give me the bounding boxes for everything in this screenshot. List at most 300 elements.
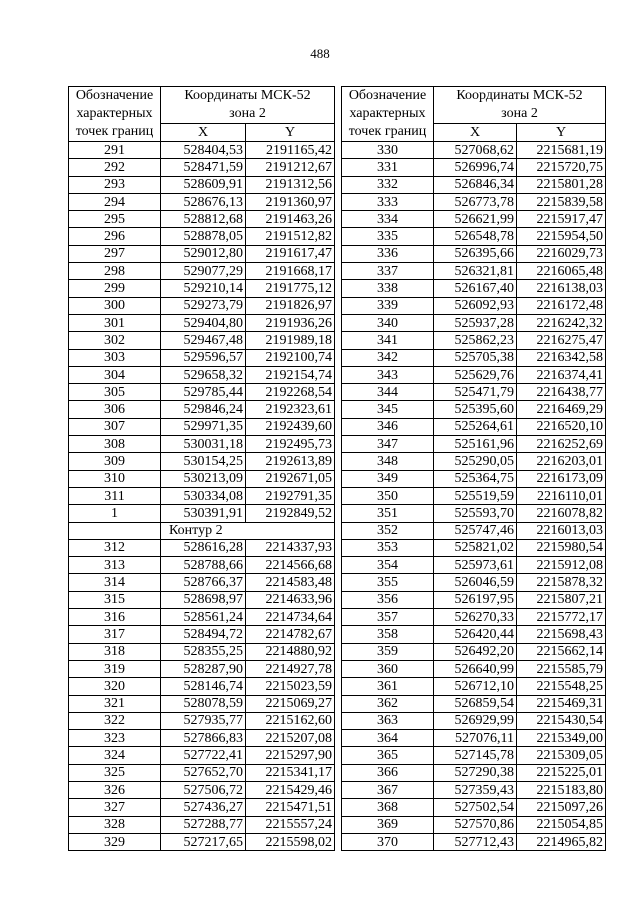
- y-coordinate-cell: 2192100,74: [246, 349, 335, 366]
- x-coordinate-cell: 529210,14: [161, 280, 246, 297]
- table-row: [342, 297, 606, 314]
- x-coordinate-cell: 526492,20: [434, 643, 517, 660]
- x-coordinate-cell: 526846,34: [434, 176, 517, 193]
- point-number-cell: 325: [69, 764, 161, 781]
- x-coordinate-cell: 527288,77: [161, 816, 246, 833]
- point-number-cell: 330: [342, 142, 434, 159]
- table-row: [342, 453, 606, 470]
- table-row: [342, 470, 606, 487]
- table-row: [69, 453, 335, 470]
- point-number-cell: 367: [342, 781, 434, 798]
- table-row: [69, 314, 335, 331]
- table-row: [342, 747, 606, 764]
- x-coordinate-cell: 529012,80: [161, 245, 246, 262]
- y-coordinate-cell: 2215183,80: [517, 781, 606, 798]
- table-row: [342, 366, 606, 383]
- y-coordinate-cell: 2216520,10: [517, 418, 606, 435]
- x-coordinate-cell: 526321,81: [434, 263, 517, 280]
- y-coordinate-cell: 2215097,26: [517, 799, 606, 816]
- y-coordinate-cell: 2192671,05: [246, 470, 335, 487]
- table-row: [69, 245, 335, 262]
- point-number-cell: 323: [69, 730, 161, 747]
- table-row: [342, 349, 606, 366]
- x-coordinate-cell: 525395,60: [434, 401, 517, 418]
- point-number-cell: 343: [342, 366, 434, 383]
- x-coordinate-cell: 525364,75: [434, 470, 517, 487]
- y-coordinate-cell: 2192791,35: [246, 487, 335, 504]
- y-coordinate-cell: 2192323,61: [246, 401, 335, 418]
- point-number-cell: 296: [69, 228, 161, 245]
- table-row: [342, 193, 606, 210]
- x-coordinate-cell: 529404,80: [161, 314, 246, 331]
- table-row: [69, 418, 335, 435]
- point-number-cell: 294: [69, 193, 161, 210]
- y-coordinate-cell: 2216469,29: [517, 401, 606, 418]
- table-row: [69, 609, 335, 626]
- y-coordinate-cell: 2215720,75: [517, 159, 606, 176]
- x-coordinate-cell: 526712,10: [434, 678, 517, 695]
- point-number-cell: 363: [342, 712, 434, 729]
- point-number-cell: 321: [69, 695, 161, 712]
- x-coordinate-cell: 527722,41: [161, 747, 246, 764]
- y-coordinate-cell: 2192849,52: [246, 505, 335, 522]
- y-coordinate-cell: 2191617,47: [246, 245, 335, 262]
- table-row: [69, 366, 335, 383]
- point-number-cell: 339: [342, 297, 434, 314]
- point-number-cell: 317: [69, 626, 161, 643]
- x-coordinate-cell: 528287,90: [161, 660, 246, 677]
- point-number-cell: 314: [69, 574, 161, 591]
- x-coordinate-cell: 528698,97: [161, 591, 246, 608]
- y-coordinate-cell: 2216029,73: [517, 245, 606, 262]
- y-coordinate-cell: 2191312,56: [246, 176, 335, 193]
- x-coordinate-cell: 527068,62: [434, 142, 517, 159]
- point-number-cell: 328: [69, 816, 161, 833]
- point-number-cell: 316: [69, 609, 161, 626]
- y-coordinate-cell: 2215698,43: [517, 626, 606, 643]
- y-coordinate-cell: 2215681,19: [517, 142, 606, 159]
- table-row: [69, 505, 335, 522]
- y-coordinate-cell: 2216065,48: [517, 263, 606, 280]
- table-row: [69, 487, 335, 504]
- table-row: [342, 712, 606, 729]
- table-row: [342, 487, 606, 504]
- y-coordinate-cell: 2214337,93: [246, 539, 335, 556]
- x-coordinate-cell: 526167,40: [434, 280, 517, 297]
- x-coordinate-cell: 527290,38: [434, 764, 517, 781]
- x-coordinate-cell: 526996,74: [434, 159, 517, 176]
- x-coordinate-cell: 525161,96: [434, 436, 517, 453]
- left-table-body-contour-1: [69, 142, 335, 523]
- x-coordinate-cell: 529596,57: [161, 349, 246, 366]
- x-coordinate-cell: 528676,13: [161, 193, 246, 210]
- point-number-cell: 362: [342, 695, 434, 712]
- point-number-cell: 353: [342, 539, 434, 556]
- point-number-cell: 306: [69, 401, 161, 418]
- y-coordinate-cell: 2192439,60: [246, 418, 335, 435]
- x-coordinate-cell: 528609,91: [161, 176, 246, 193]
- y-column-header: Y: [517, 124, 606, 142]
- table-row: [69, 781, 335, 798]
- y-coordinate-cell: 2215801,28: [517, 176, 606, 193]
- designation-header-line: характерных: [349, 106, 426, 121]
- x-coordinate-cell: 525937,28: [434, 314, 517, 331]
- y-coordinate-cell: 2215023,59: [246, 678, 335, 695]
- x-coordinate-cell: 526395,66: [434, 245, 517, 262]
- point-number-cell: 320: [69, 678, 161, 695]
- x-coordinate-cell: 528355,25: [161, 643, 246, 660]
- point-number-cell: 356: [342, 591, 434, 608]
- y-coordinate-cell: 2191212,67: [246, 159, 335, 176]
- x-coordinate-cell: 528766,37: [161, 574, 246, 591]
- table-row: [69, 332, 335, 349]
- x-coordinate-cell: 526640,99: [434, 660, 517, 677]
- x-coordinate-cell: 529077,29: [161, 263, 246, 280]
- table-row: [69, 712, 335, 729]
- x-coordinate-cell: 530031,18: [161, 436, 246, 453]
- table-row: [342, 384, 606, 401]
- y-coordinate-cell: 2215297,90: [246, 747, 335, 764]
- point-number-cell: 312: [69, 539, 161, 556]
- x-coordinate-cell: 528788,66: [161, 557, 246, 574]
- x-coordinate-cell: 528494,72: [161, 626, 246, 643]
- point-number-cell: 358: [342, 626, 434, 643]
- y-coordinate-cell: 2215912,08: [517, 557, 606, 574]
- x-coordinate-cell: 525264,61: [434, 418, 517, 435]
- y-coordinate-cell: 2192613,89: [246, 453, 335, 470]
- y-coordinate-cell: 2215772,17: [517, 609, 606, 626]
- contour-label: Контур 2: [161, 522, 335, 539]
- point-number-cell: 308: [69, 436, 161, 453]
- table-row: [69, 591, 335, 608]
- page-number: 488: [310, 46, 330, 61]
- x-coordinate-cell: 528404,53: [161, 142, 246, 159]
- table-row: [69, 176, 335, 193]
- designation-header: [342, 87, 434, 142]
- point-number-cell: 344: [342, 384, 434, 401]
- y-coordinate-cell: 2214583,48: [246, 574, 335, 591]
- table-row: [69, 263, 335, 280]
- x-coordinate-cell: 527570,86: [434, 816, 517, 833]
- table-row: [342, 816, 606, 833]
- x-coordinate-cell: 526621,99: [434, 211, 517, 228]
- x-coordinate-cell: 526773,78: [434, 193, 517, 210]
- designation-header-line: точек границ: [348, 124, 427, 139]
- y-coordinate-cell: 2215598,02: [246, 833, 335, 850]
- x-coordinate-cell: 527502,54: [434, 799, 517, 816]
- table-row: [342, 557, 606, 574]
- x-coordinate-cell: 527076,11: [434, 730, 517, 747]
- table-row: [69, 297, 335, 314]
- y-coordinate-cell: 2215430,54: [517, 712, 606, 729]
- table-row: [342, 799, 606, 816]
- point-number-cell: 365: [342, 747, 434, 764]
- x-coordinate-cell: 530213,09: [161, 470, 246, 487]
- point-number-cell: 350: [342, 487, 434, 504]
- y-coordinate-cell: 2215054,85: [517, 816, 606, 833]
- x-coordinate-cell: 526929,99: [434, 712, 517, 729]
- coordinates-header-line: зона 2: [501, 106, 538, 122]
- y-coordinate-cell: 2216013,03: [517, 522, 606, 539]
- x-coordinate-cell: 526548,78: [434, 228, 517, 245]
- point-number-cell: 327: [69, 799, 161, 816]
- y-coordinate-cell: 2216438,77: [517, 384, 606, 401]
- point-number-cell: 360: [342, 660, 434, 677]
- designation-header-line: Обозначение: [75, 88, 154, 103]
- table-row: [69, 436, 335, 453]
- x-coordinate-cell: 527712,43: [434, 833, 517, 850]
- point-number-cell: 366: [342, 764, 434, 781]
- point-number-cell: 297: [69, 245, 161, 262]
- contour-row-group: [69, 522, 335, 539]
- y-coordinate-cell: 2215839,58: [517, 193, 606, 210]
- point-number-cell: 352: [342, 522, 434, 539]
- point-number-cell: 345: [342, 401, 434, 418]
- y-coordinate-cell: 2214880,92: [246, 643, 335, 660]
- y-coordinate-cell: 2216138,03: [517, 280, 606, 297]
- x-coordinate-cell: 528078,59: [161, 695, 246, 712]
- table-row: [342, 539, 606, 556]
- coordinates-header-line: Координаты МСК-52: [184, 88, 311, 104]
- table-row: [69, 816, 335, 833]
- point-number-cell: 346: [342, 418, 434, 435]
- x-coordinate-cell: 528561,24: [161, 609, 246, 626]
- table-row: [342, 764, 606, 781]
- table-row: [69, 764, 335, 781]
- x-coordinate-cell: 530334,08: [161, 487, 246, 504]
- designation-header-line: Обозначение: [348, 88, 427, 103]
- y-coordinate-cell: 2215207,08: [246, 730, 335, 747]
- x-coordinate-cell: 526197,95: [434, 591, 517, 608]
- table-row: [69, 730, 335, 747]
- y-coordinate-cell: 2216374,41: [517, 366, 606, 383]
- y-coordinate-cell: 2215980,54: [517, 539, 606, 556]
- point-number-cell: 357: [342, 609, 434, 626]
- point-number-cell: 364: [342, 730, 434, 747]
- table-row: [69, 228, 335, 245]
- x-coordinate-cell: 529971,35: [161, 418, 246, 435]
- x-coordinate-cell: 526092,93: [434, 297, 517, 314]
- y-coordinate-cell: 2191826,97: [246, 297, 335, 314]
- table-row: [342, 332, 606, 349]
- point-number-cell: 361: [342, 678, 434, 695]
- point-number-cell: 359: [342, 643, 434, 660]
- y-coordinate-cell: 2191512,82: [246, 228, 335, 245]
- x-coordinate-cell: 525629,76: [434, 366, 517, 383]
- x-coordinate-cell: 527866,83: [161, 730, 246, 747]
- point-number-cell: 305: [69, 384, 161, 401]
- y-coordinate-cell: 2216203,01: [517, 453, 606, 470]
- point-number-cell: 302: [69, 332, 161, 349]
- point-number-cell: 351: [342, 505, 434, 522]
- x-coordinate-cell: 528616,28: [161, 539, 246, 556]
- coordinates-header-line: Координаты МСК-52: [456, 88, 583, 104]
- table-row: [342, 678, 606, 695]
- x-coordinate-cell: 528812,68: [161, 211, 246, 228]
- table-row: [69, 799, 335, 816]
- x-coordinate-cell: 529785,44: [161, 384, 246, 401]
- y-coordinate-cell: 2215878,32: [517, 574, 606, 591]
- y-coordinate-cell: 2214734,64: [246, 609, 335, 626]
- x-coordinate-cell: 527436,27: [161, 799, 246, 816]
- x-coordinate-cell: 526859,54: [434, 695, 517, 712]
- point-number-cell: 341: [342, 332, 434, 349]
- table-row: [69, 678, 335, 695]
- x-coordinate-cell: 529658,32: [161, 366, 246, 383]
- y-coordinate-cell: 2191668,17: [246, 263, 335, 280]
- table-row: [69, 574, 335, 591]
- table-row: [342, 591, 606, 608]
- coordinates-header-line: зона 2: [229, 106, 266, 122]
- x-coordinate-cell: 528471,59: [161, 159, 246, 176]
- y-coordinate-cell: 2216275,47: [517, 332, 606, 349]
- y-coordinate-cell: 2215309,05: [517, 747, 606, 764]
- x-coordinate-cell: 525471,79: [434, 384, 517, 401]
- y-coordinate-cell: 2214965,82: [517, 833, 606, 850]
- x-coordinate-cell: 525821,02: [434, 539, 517, 556]
- point-number-cell: 355: [342, 574, 434, 591]
- table-row: [342, 280, 606, 297]
- point-number-cell: 337: [342, 263, 434, 280]
- table-row: [69, 470, 335, 487]
- table-row: [342, 228, 606, 245]
- point-number-cell: 311: [69, 487, 161, 504]
- y-coordinate-cell: 2191775,12: [246, 280, 335, 297]
- point-number-cell: 340: [342, 314, 434, 331]
- table-row: [69, 193, 335, 210]
- y-coordinate-cell: 2215585,79: [517, 660, 606, 677]
- x-coordinate-cell: 525973,61: [434, 557, 517, 574]
- y-coordinate-cell: 2214927,78: [246, 660, 335, 677]
- point-number-cell: 369: [342, 816, 434, 833]
- point-number-cell: 292: [69, 159, 161, 176]
- table-row: [342, 401, 606, 418]
- x-coordinate-cell: 527506,72: [161, 781, 246, 798]
- left-table-body-contour-2: [69, 539, 335, 850]
- table-row: [342, 245, 606, 262]
- table-row: [69, 401, 335, 418]
- table-row: [69, 159, 335, 176]
- table-row: [69, 349, 335, 366]
- table-row: [69, 660, 335, 677]
- y-coordinate-cell: 2216173,09: [517, 470, 606, 487]
- y-coordinate-cell: 2215557,24: [246, 816, 335, 833]
- y-coordinate-cell: 2216172,48: [517, 297, 606, 314]
- coordinates-table-right: [341, 86, 606, 851]
- y-coordinate-cell: 2215548,25: [517, 678, 606, 695]
- point-number-cell: 336: [342, 245, 434, 262]
- point-number-cell: 333: [342, 193, 434, 210]
- point-number-cell: 293: [69, 176, 161, 193]
- y-coordinate-cell: 2191165,42: [246, 142, 335, 159]
- x-coordinate-cell: 528878,05: [161, 228, 246, 245]
- contour-row: [69, 522, 335, 539]
- table-row: [342, 626, 606, 643]
- table-row: [342, 263, 606, 280]
- x-coordinate-cell: 525705,38: [434, 349, 517, 366]
- y-coordinate-cell: 2215341,17: [246, 764, 335, 781]
- y-coordinate-cell: 2215471,51: [246, 799, 335, 816]
- table-row: [342, 730, 606, 747]
- y-coordinate-cell: 2216242,32: [517, 314, 606, 331]
- y-coordinate-cell: 2214782,67: [246, 626, 335, 643]
- table-row: [69, 142, 335, 159]
- right-table-body: [342, 142, 606, 851]
- point-number-cell: 300: [69, 297, 161, 314]
- y-coordinate-cell: 2216342,58: [517, 349, 606, 366]
- y-coordinate-cell: 2215807,21: [517, 591, 606, 608]
- table-row: [342, 522, 606, 539]
- table-row: [342, 142, 606, 159]
- table-row: [69, 211, 335, 228]
- point-number-cell: 326: [69, 781, 161, 798]
- table-row: [342, 436, 606, 453]
- point-number-cell: 331: [342, 159, 434, 176]
- point-number-cell: 301: [69, 314, 161, 331]
- point-number-cell: 299: [69, 280, 161, 297]
- x-coordinate-cell: 527652,70: [161, 764, 246, 781]
- x-coordinate-cell: 527935,77: [161, 712, 246, 729]
- point-number-cell: 334: [342, 211, 434, 228]
- table-row: [69, 280, 335, 297]
- point-number-cell: 338: [342, 280, 434, 297]
- y-coordinate-cell: 2192268,54: [246, 384, 335, 401]
- contour-spacer: [69, 522, 161, 539]
- table-row: [342, 833, 606, 850]
- point-number-cell: 315: [69, 591, 161, 608]
- x-coordinate-cell: 530154,25: [161, 453, 246, 470]
- x-coordinate-cell: 525519,59: [434, 487, 517, 504]
- point-number-cell: 298: [69, 263, 161, 280]
- table-row: [342, 660, 606, 677]
- point-number-cell: 332: [342, 176, 434, 193]
- y-coordinate-cell: 2215162,60: [246, 712, 335, 729]
- point-number-cell: 310: [69, 470, 161, 487]
- y-coordinate-cell: 2191463,26: [246, 211, 335, 228]
- table-row: [69, 539, 335, 556]
- x-coordinate-cell: 530391,91: [161, 505, 246, 522]
- x-column-header: X: [434, 124, 517, 142]
- y-coordinate-cell: 2191989,18: [246, 332, 335, 349]
- table-row: [342, 159, 606, 176]
- table-row: [342, 609, 606, 626]
- point-number-cell: 319: [69, 660, 161, 677]
- point-number-cell: 370: [342, 833, 434, 850]
- y-coordinate-cell: 2192154,74: [246, 366, 335, 383]
- y-coordinate-cell: 2215225,01: [517, 764, 606, 781]
- point-number-cell: 309: [69, 453, 161, 470]
- designation-header: [69, 87, 161, 142]
- x-coordinate-cell: 527359,43: [434, 781, 517, 798]
- y-coordinate-cell: 2215954,50: [517, 228, 606, 245]
- coordinates-header: [434, 87, 606, 124]
- point-number-cell: 349: [342, 470, 434, 487]
- point-number-cell: 295: [69, 211, 161, 228]
- designation-header-line: точек границ: [75, 124, 154, 139]
- table-row: [342, 574, 606, 591]
- x-coordinate-cell: 525593,70: [434, 505, 517, 522]
- x-coordinate-cell: 525747,46: [434, 522, 517, 539]
- x-coordinate-cell: 526046,59: [434, 574, 517, 591]
- x-coordinate-cell: 529467,48: [161, 332, 246, 349]
- point-number-cell: 322: [69, 712, 161, 729]
- table-row: [342, 211, 606, 228]
- y-coordinate-cell: 2215429,46: [246, 781, 335, 798]
- point-number-cell: 348: [342, 453, 434, 470]
- point-number-cell: 368: [342, 799, 434, 816]
- x-coordinate-cell: 525862,23: [434, 332, 517, 349]
- point-number-cell: 291: [69, 142, 161, 159]
